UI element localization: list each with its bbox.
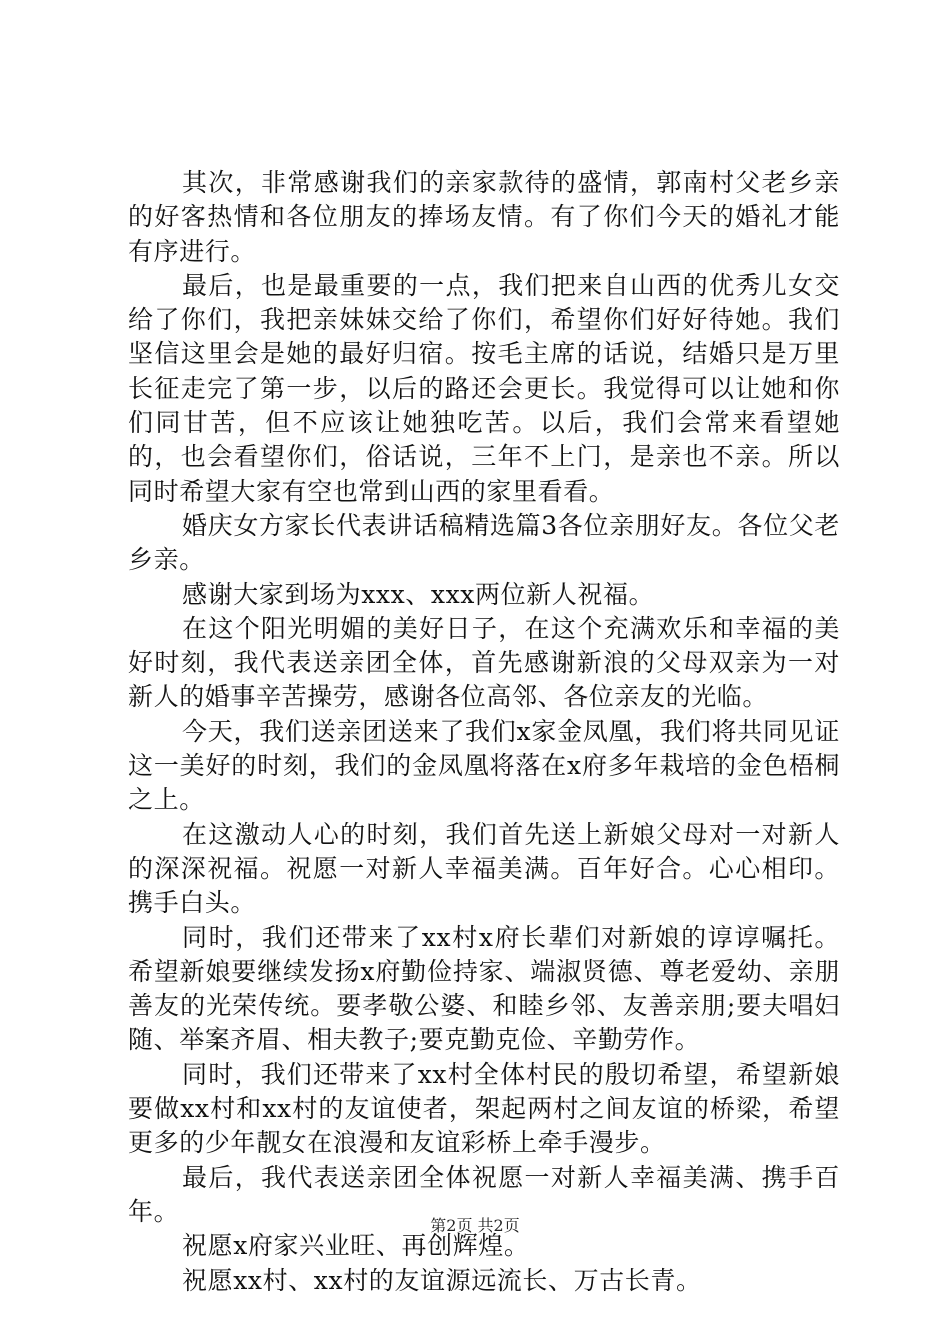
paragraph: 同时，我们还带来了xx村全体村民的殷切希望，希望新娘要做xx村和xx村的友谊使者，架起两村之间友谊的桥梁，希望更多的少年靓女在浪漫和友谊彩桥上牵手漫步。 — [128, 1059, 840, 1158]
paragraph: 最后，也是最重要的一点，我们把来自山西的优秀儿女交给了你们，我把亲妹妹交给了你们，希望你们好好待她。我们坚信这里会是她的最好归宿。按毛主席的话说，结婚只是万里长征走完了第一步，以后的路还会更长。我觉得可以让她和你们同甘苦，但不应该让她独吃苦。以后，我们会常来看望她的，也会看望你们，俗话说，三年不上门，是亲也不亲。所以同时希望大家有空也常到山西的家里看看。 — [128, 270, 840, 506]
paragraph: 同时，我们还带来了xx村x府长辈们对新娘的谆谆嘱托。希望新娘要继续发扬x府勤俭持家、端淑贤德、尊老爱幼、亲朋善友的光荣传统。要孝敬公婆、和睦乡邻、友善亲朋;要夫唱妇随、举案齐眉、相夫教子;要克勤克俭、辛勤劳作。 — [128, 922, 840, 1055]
document-body — [128, 166, 840, 1298]
paragraph: 婚庆女方家长代表讲话稿精选篇3各位亲朋好友。各位父老乡亲。 — [128, 510, 840, 575]
paragraph: 祝愿xx村、xx村的友谊源远流长、万古长青。 — [182, 1265, 702, 1295]
paragraph: 最后，我代表送亲团全体祝愿一对新人幸福美满、携手百年。 — [128, 1162, 840, 1226]
paragraph: 祝愿x府家兴业旺、再创辉煌。 — [182, 1231, 530, 1261]
paragraph: 今天，我们送亲团送来了我们x家金凤凰，我们将共同见证这一美好的时刻，我们的金凤凰将落在x府多年栽培的金色梧桐之上。 — [128, 716, 840, 815]
paragraph: 其次，非常感谢我们的亲家款待的盛情，郭南村父老乡亲的好客热情和各位朋友的捧场友情。有了你们今天的婚礼才能有序进行。 — [128, 168, 840, 266]
paragraph: 感谢大家到场为xxx、xxx两位新人祝福。 — [182, 579, 655, 609]
page-number-footer: 第2页 共2页 — [430, 1216, 520, 1235]
paragraph: 在这个阳光明媚的美好日子，在这个充满欢乐和幸福的美好时刻，我代表送亲团全体，首先感谢新浪的父母双亲为一对新人的婚事辛苦操劳，感谢各位高邻、各位亲友的光临。 — [128, 613, 840, 712]
paragraph: 在这激动人心的时刻，我们首先送上新娘父母对一对新人的深深祝福。祝愿一对新人幸福美满。百年好合。心心相印。携手白头。 — [128, 819, 840, 918]
